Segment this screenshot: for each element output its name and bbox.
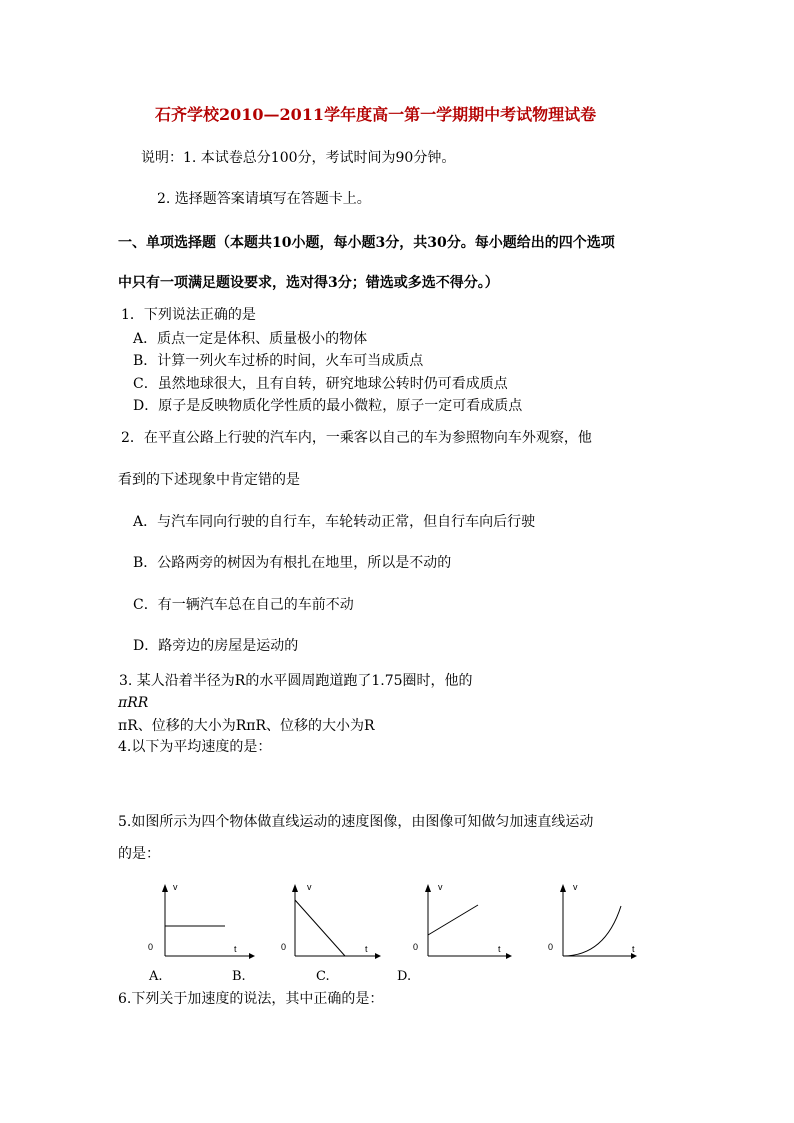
- graph-d-t-label: t: [632, 944, 635, 954]
- graph-c-curve: [428, 905, 478, 935]
- q2-stem-line1: 2．在平直公路上行驶的汽车内，一乘客以自己的车为参照物向车外观察，他: [121, 430, 592, 446]
- q2-option-d: D．路旁边的房屋是运动的: [133, 638, 299, 654]
- graph-a-v-label: v: [173, 882, 178, 892]
- q1-option-c: C．虽然地球很大，且有自转，研究地球公转时仍可看成质点: [133, 376, 508, 392]
- graph-c-t-label: t: [498, 944, 501, 954]
- q1-stem: 1．下列说法正确的是: [121, 307, 256, 323]
- q3-line2: πRR: [118, 695, 149, 711]
- exam-title: 石齐学校2010—2011学年度高一第一学期期中考试物理试卷: [155, 105, 597, 124]
- graph-a-t-label: t: [234, 944, 237, 954]
- q1-option-d: D．原子是反映物质化学性质的最小微粒，原子一定可看成质点: [133, 398, 523, 414]
- q2-option-b: B．公路两旁的树因为有根扎在地里，所以是不动的: [133, 555, 452, 571]
- q3-stem: 3. 某人沿着半径为R的水平圆周跑道跑了1.75圈时，他的: [119, 673, 473, 689]
- q5-stem-line2: 的是：: [118, 846, 160, 862]
- q2-option-a: A．与汽车同向行驶的自行车，车轮转动正常，但自行车向后行驶: [133, 514, 536, 530]
- q5-stem-line1: 5.如图所示为四个物体做直线运动的速度图像，由图像可知做匀加速直线运动: [118, 814, 594, 830]
- q2-option-c: C．有一辆汽车总在自己的车前不动: [133, 597, 354, 613]
- graph-option-d: D.: [397, 969, 412, 984]
- q1-option-b: B．计算一列火车过桥的时间，火车可当成质点: [133, 353, 424, 369]
- section1-heading-line1: 一、单项选择题（本题共10小题，每小题3分，共30分。每小题给出的四个选项: [118, 235, 615, 251]
- graph-d-v-label: v: [573, 882, 578, 892]
- note-1: 说明：1. 本试卷总分100分，考试时间为90分钟。: [141, 150, 456, 166]
- graph-b: [275, 878, 385, 968]
- graph-b-curve: [295, 900, 345, 956]
- note-2: 2. 选择题答案请填写在答题卡上。: [157, 191, 371, 207]
- q3-line3: πR、位移的大小为RπR、位移的大小为R: [118, 718, 375, 734]
- graph-b-origin-label: 0: [281, 942, 287, 952]
- q2-stem-line2: 看到的下述现象中肯定错的是: [118, 472, 300, 488]
- graph-c-v-label: v: [438, 882, 443, 892]
- section1-heading-line2: 中只有一项满足题设要求，选对得3分；错选或多选不得分。）: [118, 275, 499, 291]
- q1-option-a: A．质点一定是体积、质量极小的物体: [133, 331, 368, 347]
- graph-d-origin-label: 0: [548, 942, 554, 952]
- graph-c: [408, 878, 518, 968]
- graph-b-v-label: v: [307, 882, 312, 892]
- q4-stem: 4.以下为平均速度的是：: [118, 739, 272, 755]
- graph-option-c: C.: [316, 969, 330, 984]
- graph-b-t-label: t: [365, 944, 368, 954]
- graph-d: [543, 878, 653, 968]
- graph-option-a: A.: [149, 969, 163, 984]
- graph-a-origin-label: 0: [148, 942, 154, 952]
- q6-stem: 6.下列关于加速度的说法，其中正确的是：: [118, 991, 384, 1007]
- graph-a: [145, 878, 255, 968]
- graph-d-curve: [563, 906, 621, 956]
- graph-c-origin-label: 0: [413, 942, 419, 952]
- graph-option-b: B.: [232, 969, 246, 984]
